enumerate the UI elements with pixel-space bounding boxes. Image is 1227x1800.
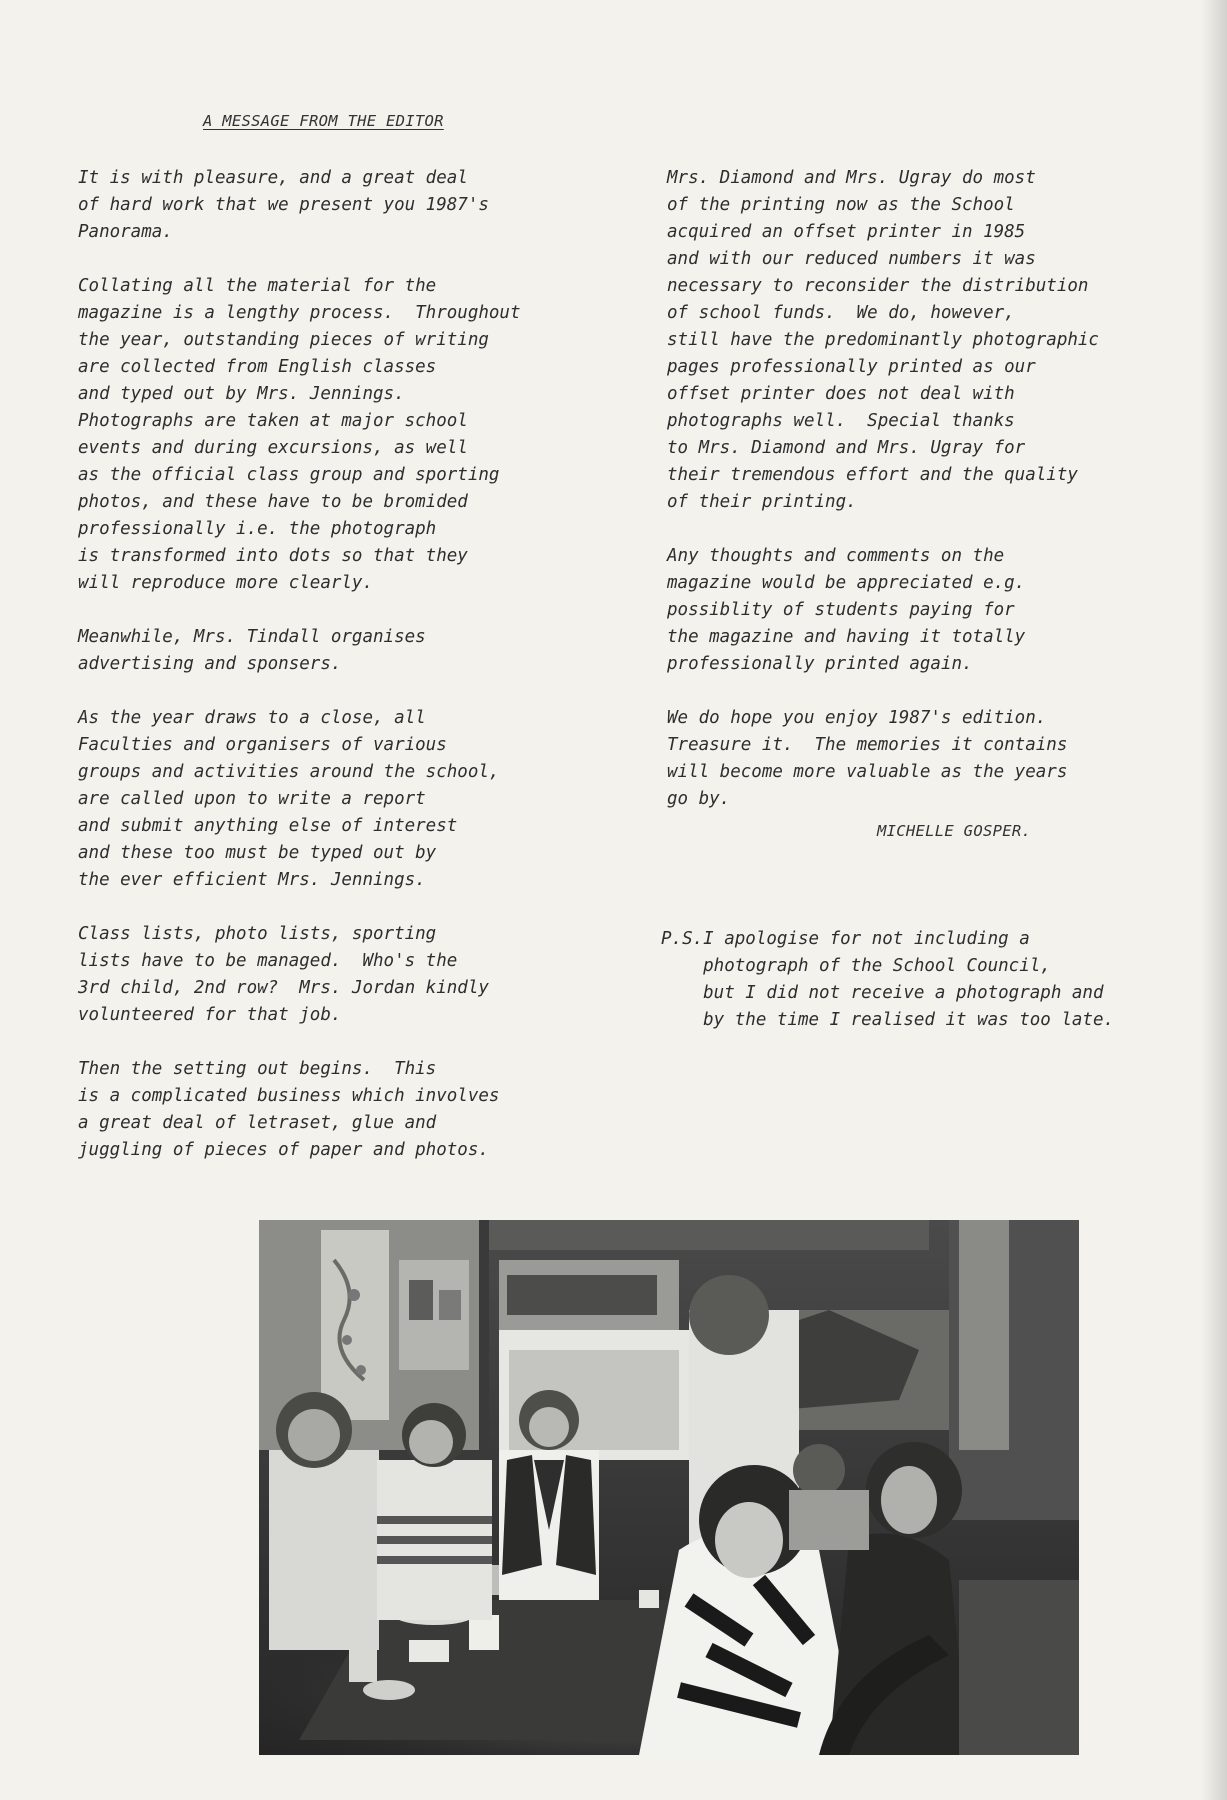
paragraph-closing: We do hope you enjoy 1987's edition. Treasure it. The memories it contains will become more valuable as the years go by. (667, 708, 1068, 809)
paragraph-collating: Collating all the material for the magazine is a lengthy process. Throughout the year, outstanding pieces of writing are collected from English classes and typed out by Mrs. Jennings. Photographs are taken at major school events and during excursions, as well as the official class group and sporting photos, and these have to be bromided professionally i.e. the photograph is transformed into dots so that they will reproduce more clearly. (78, 276, 521, 593)
page-edge-shadow (1201, 0, 1227, 1800)
editor-signature: MICHELLE GOSPER. (877, 822, 1032, 840)
postscript-body: I apologise for not including a photograph of the School Council, but I did not receive a photograph and by the time I realised it was too late. (703, 929, 1115, 1030)
paragraph-advertising: Meanwhile, Mrs. Tindall organises advertising and sponsers. (78, 627, 426, 674)
page-title: A MESSAGE FROM THE EDITOR (203, 112, 444, 130)
paragraph-comments: Any thoughts and comments on the magazine would be appreciated e.g. possiblity of students paying for the magazine and having it totally professionally printed again. (667, 546, 1026, 674)
paragraph-intro: It is with pleasure, and a great deal of hard work that we present you 1987's Panorama. (78, 168, 489, 242)
paragraph-reports: As the year draws to a close, all Faculties and organisers of various groups and activities around the school, are called upon to write a report and submit anything else of interest and these too must be typed out by the ever efficient Mrs. Jennings. (78, 708, 500, 890)
right-column (667, 165, 1227, 813)
staff-photograph (259, 1220, 1079, 1755)
paragraph-setting-out: Then the setting out begins. This is a complicated business which involves a great deal of letraset, glue and juggling of pieces of paper and photos. (78, 1059, 500, 1160)
paragraph-printing: Mrs. Diamond and Mrs. Ugray do most of the printing now as the School acquired an offset printer in 1985 and with our reduced numbers it was necessary to reconsider the distribution of school funds. We do, however, still have the predominantly photographic pages professionally printed as our offset printer does not deal with photographs well. Special thanks to Mrs. Diamond and Mrs. Ugray for their tremendous effort and the quality of their printing. (667, 168, 1099, 512)
photograph-image (259, 1220, 1079, 1755)
left-column (78, 165, 668, 1164)
postscript-label: P.S. (661, 929, 704, 949)
paragraph-class-lists: Class lists, photo lists, sporting lists have to be managed. Who's the 3rd child, 2nd row? Mrs. Jordan kindly volunteered for that job. (78, 924, 489, 1025)
postscript (661, 926, 1227, 1034)
